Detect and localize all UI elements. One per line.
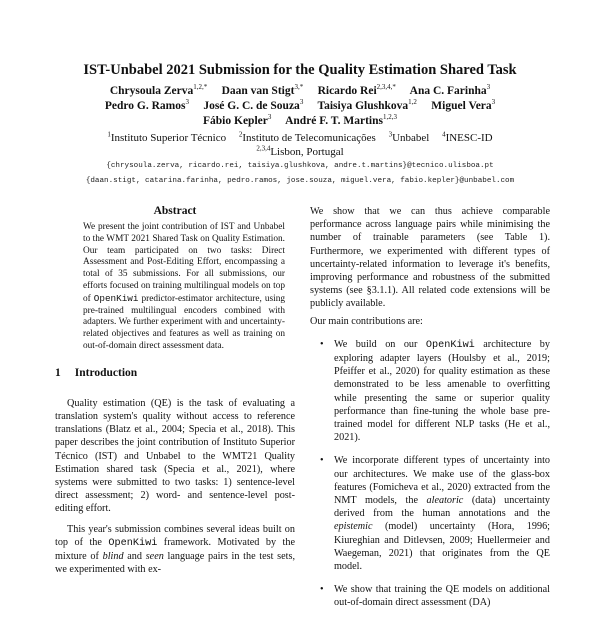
author-sup: 1,2,* — [193, 83, 208, 92]
author-line-2 — [0, 99, 600, 114]
author-sup: 3 — [185, 98, 189, 107]
affiliation-sup: 3 — [388, 130, 393, 139]
affiliation-name: INESC-ID — [445, 132, 493, 144]
list-item — [310, 454, 550, 573]
right-paragraph: We show that we can thus achieve comparable performance across language pairs while minimising the number of trainable parameters (see Table 1). Furthermore, we experimented with different types of uncertainty-related information to leverage it's benefits, improving performance and robustness of the submitted systems (see §3.1.1). All related code extensions will be publicly available. — [310, 206, 550, 310]
author-name: Chrysoula Zerva — [109, 85, 194, 97]
intro-paragraph — [55, 523, 295, 577]
bullet-icon: • — [320, 338, 324, 350]
bullet-icon: • — [320, 455, 324, 467]
email-line[interactable]: {chrysoula.zerva, ricardo.rei, taisiya.glushkova, andre.t.martins}@tecnico.ulisboa.pt — [106, 162, 494, 170]
affiliation-name: Instituto de Telecomunicações — [242, 132, 376, 144]
contributions-intro: Our main contributions are: — [310, 315, 423, 327]
list-text: architecture by exploring adapter layers (Houlsby et al., 2019; Pfeiffer et al., 2020) for quality estimation as these demonstrated to be less amenable to overfitting while presenting the same or superior quality performance than fine-tuning the whole base pre-trained model for different NLP tasks (He et al., 2021). — [334, 338, 550, 444]
author-sup: 1,2 — [408, 98, 417, 107]
intro-code: OpenKiwi — [108, 537, 158, 549]
intro-text: and — [123, 551, 146, 562]
author-line-3 — [0, 114, 600, 129]
author-sup: 3,* — [294, 83, 304, 92]
list-item — [310, 338, 550, 445]
list-text: (data) uncertainty derived from the human annotations and the — [334, 495, 550, 520]
location-line — [0, 145, 600, 159]
list-emphasis: epistemic — [334, 521, 373, 533]
intro-body — [55, 397, 295, 577]
affiliation-sup: 1 — [107, 130, 111, 139]
author-name: Ana C. Farinha — [409, 85, 487, 97]
author-list — [0, 84, 600, 129]
abstract-code: OpenKiwi — [93, 292, 139, 304]
author-name: André F. T. Martins — [285, 115, 383, 127]
paper-title: IST-Unbabel 2021 Submission for the Quality Estimation Shared Task — [83, 62, 517, 78]
intro-emphasis: seen — [145, 551, 164, 562]
list-text: We build on our — [334, 338, 426, 350]
location-name: Lisbon, Portugal — [270, 146, 344, 158]
author-name: José G. C. de Souza — [203, 100, 300, 112]
intro-paragraph: Quality estimation (QE) is the task of evaluating a translation system's quality without access to reference translations (Blatz et al., 2004; Specia et al., 2018). This paper describes the joint contribution of Instituto Superior Técnico (IST) and Unbabel to the WMT21 Quality Estimation shared task (Specia et al., 2021), where systems were submitted to two tasks: 1) sentence-level direct assessment; 2) word- and sentence-level post-editing effort. — [55, 397, 295, 515]
right-column — [310, 205, 550, 620]
email-line[interactable]: {daan.stigt, catarina.farinha, pedro.ramos, jose.souza, miguel.vera, fabio.kepler}@unbabel.com — [85, 177, 515, 185]
affiliation-line — [0, 131, 600, 145]
author-sup: 3 — [486, 83, 491, 92]
affiliation-sup: 4 — [442, 130, 446, 139]
abstract-text: We present the joint contribution of IST and Unbabel to the WMT 2021 Shared Task on Quality Estimation. Our team participated on two tasks: Direct Assessment and Post-Editing Effort, encompassing a total of 35 submissions. For all submissions, our efforts focused on training multilingual models on top of — [83, 222, 285, 304]
intro-text: This year's submission combines several ideas built on top of the — [55, 523, 295, 548]
list-emphasis: aleatoric — [426, 495, 464, 507]
author-sup: 3 — [299, 98, 304, 107]
author-name: Miguel Vera — [431, 100, 492, 112]
affiliation — [389, 132, 430, 144]
abstract-body — [55, 222, 295, 353]
affiliation — [239, 132, 376, 144]
author-name: Ricardo Rei — [317, 85, 377, 97]
author-name: Daan van Stigt — [221, 85, 295, 97]
list-text: We incorporate different types of uncertainty into our architectures. We make use of the glass-box features (Fomicheva et al., 2020) extracted from the NMT models, the — [334, 455, 550, 507]
affiliations — [0, 131, 600, 159]
email-block — [0, 159, 600, 189]
author-line-1 — [0, 84, 600, 99]
author-sup: 3 — [267, 113, 272, 122]
affiliation-name: Instituto Superior Técnico — [110, 132, 227, 144]
section-number: 1 — [55, 366, 61, 379]
left-column — [55, 205, 295, 583]
intro-emphasis: blind — [102, 551, 124, 562]
list-code: OpenKiwi — [425, 339, 475, 351]
section-heading — [55, 367, 295, 379]
affiliation-sup: 2 — [238, 130, 243, 139]
bullet-icon: • — [320, 584, 324, 596]
right-body — [310, 205, 550, 328]
author-name: Fábio Kepler — [203, 115, 268, 127]
section-title: Introduction — [74, 366, 138, 379]
list-text: (model) uncertainty (Hora, 1996; Kiureghian and Ditlevsen, 2009; Huellermeier and Waegeman, 2021) that originates from the QE model. — [334, 521, 550, 573]
author-sup: 1,2,3 — [382, 113, 397, 122]
abstract-heading: Abstract — [153, 205, 197, 217]
affiliation — [442, 132, 493, 144]
affiliation — [107, 132, 226, 144]
author-sup: 3 — [491, 98, 496, 107]
intro-text: language pairs in the test sets, we experimented with ex- — [55, 551, 295, 576]
list-text: We show that training the QE models on additional out-of-domain direct assessment (DA) — [334, 584, 550, 609]
abstract-text: predictor-estimator architecture, using pre-trained multilingual encoders combined with adapters. We further experiment with and uncertainty-related objectives and features as well as training on out-of-domain direct assessment data. — [83, 293, 285, 351]
author-sup: 2,3,4,* — [376, 83, 396, 92]
author-name: Taisiya Glushkova — [317, 100, 409, 112]
affiliation-name: Unbabel — [392, 132, 430, 144]
list-item — [310, 583, 550, 609]
author-name: Pedro G. Ramos — [104, 100, 186, 112]
location-sup: 2,3,4 — [256, 144, 271, 153]
intro-text: framework. Motivated by the mixture of — [55, 536, 296, 562]
contribution-list — [310, 338, 550, 610]
